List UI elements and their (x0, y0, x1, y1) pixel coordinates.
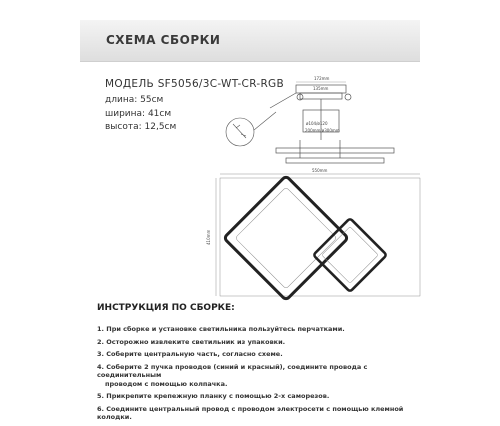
step-1: 1. При сборке и установке светильника пользуйтесь перчатками. (97, 325, 345, 333)
dim-mid-1: ø104/ø120 (306, 121, 328, 126)
detail-leader (254, 112, 276, 130)
screw-right (345, 94, 351, 100)
dim-bottom: 550mm (312, 168, 328, 173)
page-title: СХЕМА СБОРКИ (106, 33, 221, 47)
dim-frame (220, 178, 420, 296)
step-6: 6. Соедините центральный провод с проводом электросети с помощью клемной колодки. (97, 404, 404, 421)
step-2: 2. Осторожно извлеките светильник из упаковки. (97, 337, 286, 346)
dim-top-2: 135mm (313, 86, 329, 91)
model-label: МОДЕЛЬ SF5056/3C-WT-CR-RGB (105, 78, 284, 90)
instructions-title: ИНСТРУКЦИЯ ПО СБОРКЕ: (97, 303, 235, 313)
instruction-steps (97, 325, 427, 426)
dim-top-1: 172mm (314, 76, 330, 81)
screw-detail (233, 124, 246, 138)
width-label: ширина: 41см (105, 108, 172, 119)
step-4: 4. Соберите 2 пучка проводов (синий и красный), соедините провода с соединительным (97, 362, 368, 379)
height-label: высота: 12,5см (105, 122, 177, 132)
step-3: 3. Соберите центральную часть, согласно схеме. (97, 350, 283, 358)
dim-left: 410mm (206, 229, 211, 245)
detail-circle (226, 118, 254, 146)
dim-mid-2: 200mm/ø300mm (305, 128, 340, 133)
frame-bar-1 (276, 148, 394, 153)
canopy (300, 93, 342, 99)
wire-lead (270, 93, 296, 108)
frame-bar-2 (286, 158, 384, 163)
step-5: 5. Прикрепите крепежную планку с помощью 2-х саморезов. (97, 392, 330, 400)
step-4-continued: проводом с помощью колпачка. (105, 379, 228, 388)
length-label: длина: 55см (105, 95, 164, 105)
small-square-frame (313, 218, 387, 292)
